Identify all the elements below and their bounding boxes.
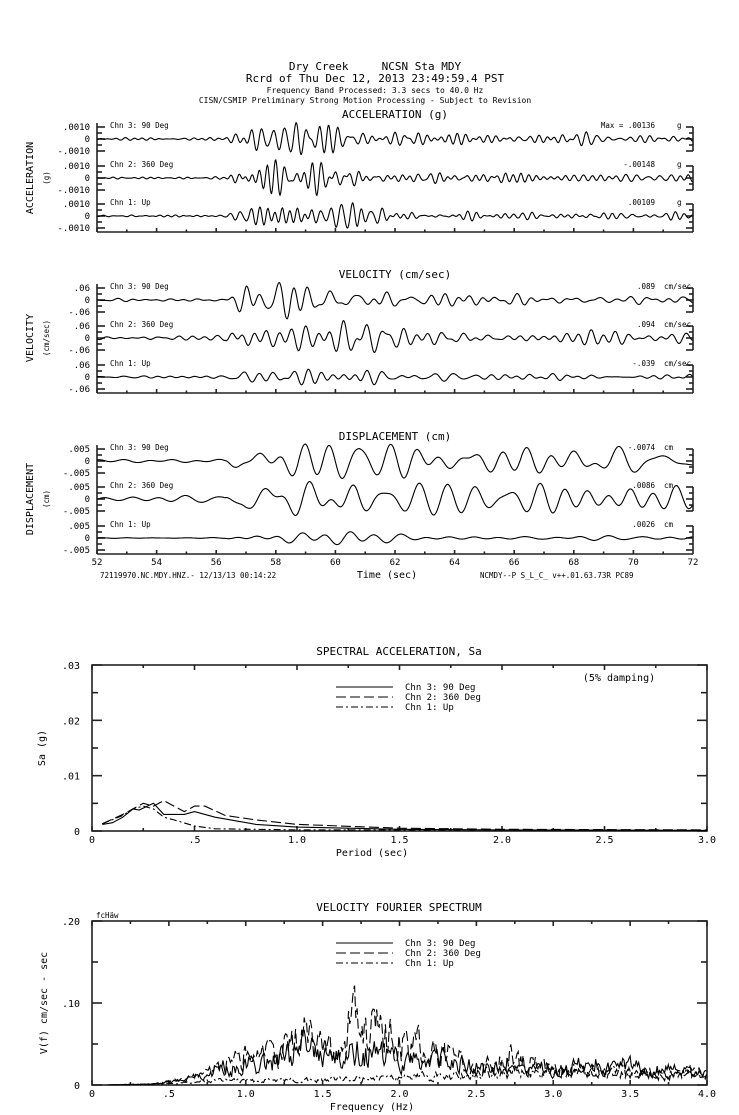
y-tick-label-zero: 0 bbox=[84, 212, 90, 222]
y-tick-label-zero: 0 bbox=[84, 334, 90, 344]
x-tick-label: 0 bbox=[88, 1089, 96, 1100]
header-processing-note: CISN/CSMIP Preliminary Strong Motion Processing - Subject to Revision bbox=[198, 96, 532, 105]
record-id: 72119970.NC.MDY.HNZ.- 12/13/13 00:14:22 bbox=[100, 571, 277, 580]
waveform-trace bbox=[97, 203, 692, 228]
x-tick-label: 3.0 bbox=[697, 835, 717, 846]
x-tick-label: 2.5 bbox=[467, 1089, 486, 1100]
peak-value: -.0074 bbox=[627, 443, 655, 452]
waveform-trace bbox=[97, 482, 692, 516]
y-tick-label-zero: 0 bbox=[84, 457, 90, 467]
y-tick-label-zero: 0 bbox=[84, 373, 90, 383]
y-tick-label-zero: 0 bbox=[84, 135, 90, 145]
channel-label: Chn 2: 360 Deg bbox=[110, 481, 174, 490]
acceleration-y-axis-label: ACCELERATION bbox=[25, 141, 36, 215]
channel-label: Chn 2: 360 Deg bbox=[110, 160, 174, 169]
acceleration-panel bbox=[25, 108, 693, 234]
y-tick-label-zero: 0 bbox=[84, 296, 90, 306]
fourier-title: VELOCITY FOURIER SPECTRUM bbox=[316, 901, 482, 914]
header-frequency-band: Frequency Band Processed: 3.3 secs to 40.0 Hz bbox=[266, 86, 484, 95]
peak-value: .089 bbox=[636, 282, 655, 291]
legend-label: Chn 1: Up bbox=[405, 959, 454, 969]
y-axis-label: V(f) cm/sec - sec bbox=[39, 951, 50, 1055]
time-axis-label: Time (sec) bbox=[356, 570, 418, 581]
displacement-y-axis-unit: (cm) bbox=[42, 489, 51, 509]
peak-unit: cm bbox=[664, 443, 674, 452]
time-tick-label: 66 bbox=[508, 558, 520, 568]
velocity-title: VELOCITY (cm/sec) bbox=[338, 268, 452, 281]
x-tick-label: 1.5 bbox=[313, 1089, 332, 1100]
x-axis-label: Frequency (Hz) bbox=[329, 1102, 415, 1113]
peak-value: Max = .00136 bbox=[600, 121, 655, 130]
x-tick-label: 2.0 bbox=[390, 1089, 409, 1100]
waveform-trace bbox=[97, 532, 692, 545]
time-tick-label: 52 bbox=[91, 558, 103, 568]
velocity-panel bbox=[25, 268, 693, 395]
peak-value: -.00148 bbox=[623, 160, 655, 169]
y-tick-label-max: .06 bbox=[73, 284, 90, 294]
x-tick-label: 2.5 bbox=[595, 835, 614, 846]
y-tick-label-max: .0010 bbox=[62, 162, 90, 172]
y-tick-label-min: -.06 bbox=[68, 385, 90, 395]
waveform-trace bbox=[97, 321, 692, 353]
y-tick-label-max: .005 bbox=[68, 445, 90, 455]
y-tick-label: .01 bbox=[61, 771, 80, 783]
y-tick-label-zero: 0 bbox=[84, 174, 90, 184]
y-tick-label-zero: 0 bbox=[84, 495, 90, 505]
velocity-y-axis-label: VELOCITY bbox=[25, 313, 36, 363]
y-tick-label-min: -.0010 bbox=[57, 224, 90, 234]
waveform-trace bbox=[97, 369, 692, 385]
peak-unit: cm/sec bbox=[664, 320, 692, 329]
spectral-acceleration-chart bbox=[37, 645, 716, 859]
x-tick-label: 2.0 bbox=[492, 835, 512, 846]
time-tick-label: 60 bbox=[329, 558, 341, 568]
peak-unit: g bbox=[677, 121, 682, 130]
channel-label: Chn 1: Up bbox=[110, 359, 151, 368]
y-tick-label-min: -.005 bbox=[62, 469, 90, 479]
legend-label: Chn 3: 90 Deg bbox=[405, 683, 476, 693]
y-tick-label-min: -.06 bbox=[68, 308, 90, 318]
processing-version: NCMDY--P S_L_C_ v++.01.63.73R PC89 bbox=[480, 571, 634, 580]
plot-frame bbox=[92, 665, 707, 831]
fourier-chart bbox=[39, 901, 716, 1113]
y-tick-label: .03 bbox=[61, 661, 80, 672]
peak-unit: cm/sec bbox=[664, 359, 692, 368]
x-tick-label: .5 bbox=[188, 835, 201, 846]
legend-label: Chn 3: 90 Deg bbox=[405, 939, 476, 949]
y-tick-label: .10 bbox=[61, 999, 80, 1010]
waveform-trace bbox=[97, 444, 692, 478]
x-tick-label: 4.0 bbox=[697, 1089, 717, 1100]
peak-unit: cm bbox=[664, 520, 674, 529]
displacement-title: DISPLACEMENT (cm) bbox=[338, 430, 452, 443]
corner-label: fcHäw bbox=[96, 911, 119, 920]
peak-unit: cm/sec bbox=[664, 282, 692, 291]
y-tick-label-max: .005 bbox=[68, 483, 90, 493]
series-curve-dashed bbox=[102, 801, 707, 830]
x-tick-label: 3.5 bbox=[621, 1089, 640, 1100]
y-tick-label-min: -.0010 bbox=[57, 147, 90, 157]
channel-label: Chn 3: 90 Deg bbox=[110, 282, 169, 291]
x-axis-label: Period (sec) bbox=[335, 848, 409, 859]
peak-value: .0026 bbox=[632, 520, 655, 529]
peak-unit: cm bbox=[664, 481, 674, 490]
peak-unit: g bbox=[677, 198, 682, 207]
time-tick-label: 58 bbox=[270, 558, 282, 568]
y-tick-label-min: -.005 bbox=[62, 546, 90, 556]
legend-label: Chn 2: 360 Deg bbox=[405, 949, 481, 959]
time-tick-label: 54 bbox=[151, 558, 163, 568]
damping-note: (5% damping) bbox=[582, 673, 656, 684]
time-tick-label: 68 bbox=[568, 558, 580, 568]
channel-label: Chn 1: Up bbox=[110, 198, 151, 207]
y-tick-label: 0 bbox=[73, 1081, 80, 1092]
x-tick-label: .5 bbox=[162, 1089, 175, 1100]
y-tick-label-min: -.005 bbox=[62, 507, 90, 517]
plot-frame bbox=[92, 921, 707, 1085]
peak-unit: g bbox=[677, 160, 682, 169]
y-tick-label: 0 bbox=[73, 827, 80, 838]
peak-value: .00109 bbox=[627, 198, 655, 207]
time-tick-label: 64 bbox=[449, 558, 461, 568]
time-tick-label: 62 bbox=[389, 558, 401, 568]
x-tick-label: 1.5 bbox=[390, 835, 409, 846]
waveform-trace bbox=[97, 160, 692, 195]
channel-label: Chn 3: 90 Deg bbox=[110, 121, 169, 130]
legend-label: Chn 1: Up bbox=[405, 703, 454, 713]
time-tick-label: 72 bbox=[687, 558, 699, 568]
waveform-trace bbox=[97, 283, 692, 319]
peak-value: .094 bbox=[636, 320, 655, 329]
y-tick-label: .20 bbox=[61, 917, 80, 928]
y-tick-label-min: -.06 bbox=[68, 346, 90, 356]
velocity-y-axis-unit: (cm/sec) bbox=[42, 319, 51, 357]
header-station: Dry Creek NCSN Sta MDY bbox=[288, 60, 462, 73]
y-tick-label-min: -.0010 bbox=[57, 186, 90, 196]
acceleration-title: ACCELERATION (g) bbox=[342, 108, 448, 121]
header-record-time: Rcrd of Thu Dec 12, 2013 23:49:59.4 PST bbox=[245, 72, 505, 85]
legend-label: Chn 2: 360 Deg bbox=[405, 693, 481, 703]
x-tick-label: 0 bbox=[88, 835, 96, 846]
displacement-y-axis-label: DISPLACEMENT bbox=[25, 462, 36, 536]
time-tick-label: 56 bbox=[210, 558, 222, 568]
channel-label: Chn 2: 360 Deg bbox=[110, 320, 174, 329]
y-axis-label: Sa (g) bbox=[37, 729, 48, 767]
y-tick-label-max: .06 bbox=[73, 361, 90, 371]
time-tick-label: 70 bbox=[627, 558, 639, 568]
displacement-panel bbox=[25, 430, 698, 581]
channel-label: Chn 1: Up bbox=[110, 520, 151, 529]
x-tick-label: 1.0 bbox=[287, 835, 307, 846]
y-tick-label-max: .0010 bbox=[62, 200, 90, 210]
y-tick-label-max: .005 bbox=[68, 522, 90, 532]
y-tick-label-max: .0010 bbox=[62, 123, 90, 133]
x-tick-label: 1.0 bbox=[236, 1089, 255, 1100]
x-tick-label: 3.0 bbox=[544, 1089, 563, 1100]
series-curve-dash-dot bbox=[102, 806, 707, 830]
peak-value: -.039 bbox=[632, 359, 655, 368]
y-tick-label: .02 bbox=[61, 716, 80, 728]
y-tick-label-zero: 0 bbox=[84, 534, 90, 544]
peak-value: .0086 bbox=[632, 481, 655, 490]
spectral-acceleration-title: SPECTRAL ACCELERATION, Sa bbox=[316, 645, 482, 658]
acceleration-y-axis-unit: (g) bbox=[42, 171, 51, 185]
channel-label: Chn 3: 90 Deg bbox=[110, 443, 169, 452]
y-tick-label-max: .06 bbox=[73, 322, 90, 332]
